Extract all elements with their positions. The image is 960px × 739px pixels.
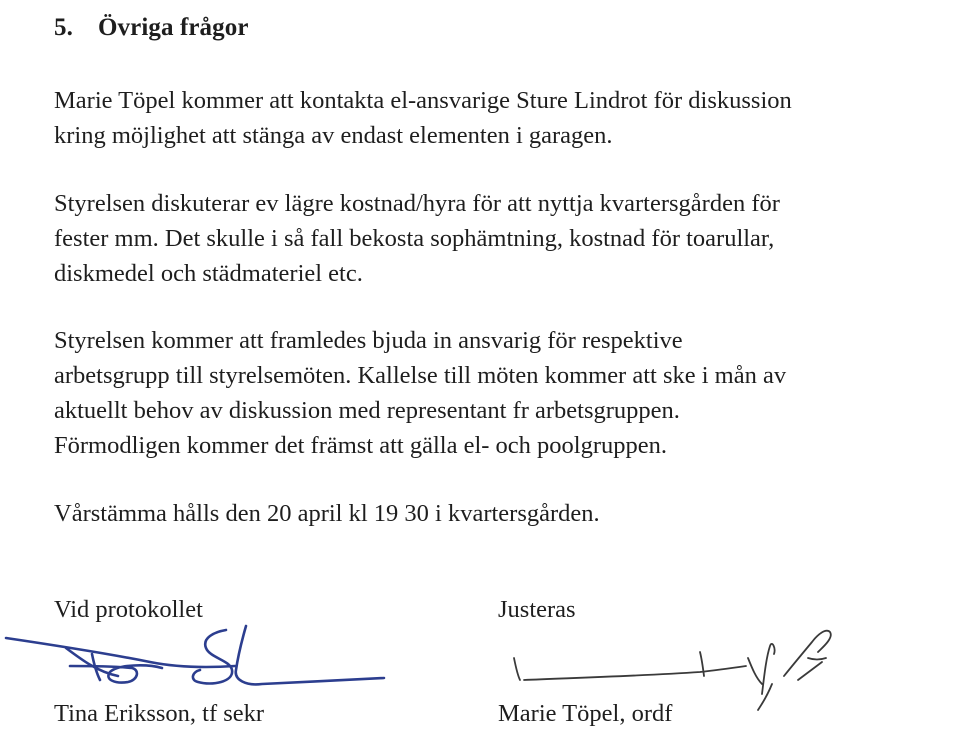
signatory-name-left: Tina Eriksson, tf sekr: [54, 700, 265, 727]
paragraph-line: Marie Töpel kommer att kontakta el-ansvarige Sture Lindrot för diskussion: [54, 87, 792, 114]
signature-label-right: Justeras: [498, 596, 576, 623]
signatory-name-right: Marie Töpel, ordf: [498, 700, 673, 727]
section-title: Övriga frågor: [98, 14, 249, 41]
paragraph: [54, 323, 954, 463]
paragraph-line: Styrelsen diskuterar ev lägre kostnad/hyra för att nyttja kvartersgården för: [54, 190, 780, 217]
paragraph-line: aktuellt behov av diskussion med representant fr arbetsgruppen.: [54, 397, 680, 424]
paragraph-line: arbetsgrupp till styrelsemöten. Kallelse till möten kommer att ske i mån av: [54, 362, 787, 389]
paragraph-line: diskmedel och städmateriel etc.: [54, 260, 363, 287]
signature-left-handwriting: [0, 610, 420, 700]
paragraph: [54, 83, 954, 153]
signature-label-left: Vid protokollet: [54, 596, 203, 623]
paragraph-line: fester mm. Det skulle i så fall bekosta sophämtning, kostnad för toarullar,: [54, 225, 775, 252]
section-number: 5.: [54, 14, 73, 41]
section-heading: [54, 14, 249, 42]
paragraph-line: Vårstämma hålls den 20 april kl 19 30 i kvartersgården.: [54, 500, 600, 527]
paragraph-line: Styrelsen kommer att framledes bjuda in ansvarig för respektive: [54, 327, 683, 354]
paragraph-line: Förmodligen kommer det främst att gälla el- och poolgruppen.: [54, 432, 668, 459]
paragraph: [54, 186, 954, 291]
paragraph: [54, 496, 954, 531]
paragraph-line: kring möjlighet att stänga av endast elementen i garagen.: [54, 122, 613, 149]
